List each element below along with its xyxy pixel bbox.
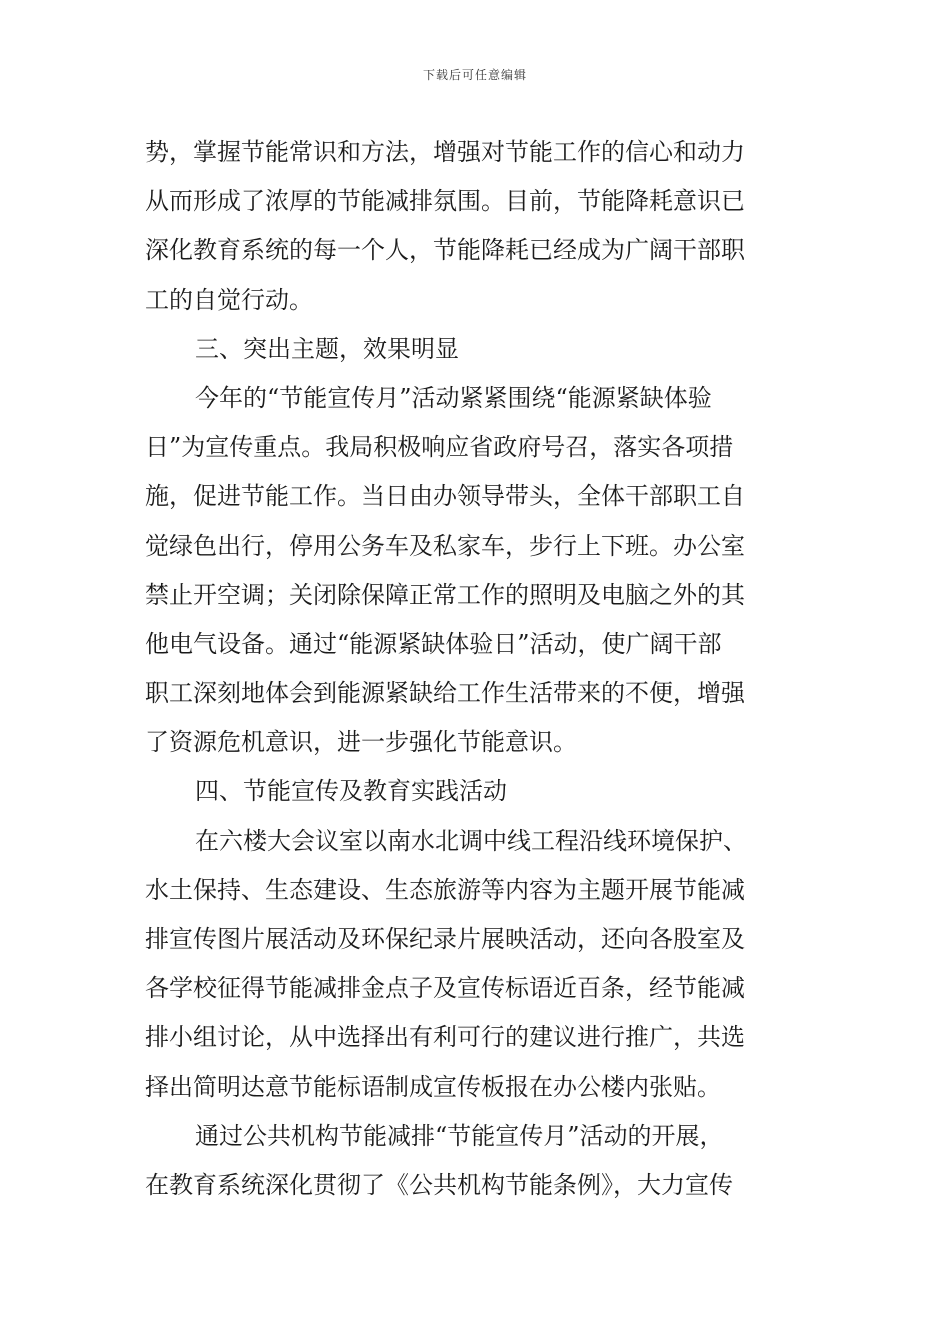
text-line: 在六楼大会议室以南水北调中线工程沿线环境保护、 xyxy=(195,826,747,855)
text-line: 日”为宣传重点。我局积极响应省政府号召，落实各项措 xyxy=(145,433,734,462)
text-line: 三、突出主题，效果明显 xyxy=(195,334,459,363)
text-line: 四、节能宣传及教育实践活动 xyxy=(195,777,507,806)
text-line: 排小组讨论，从中选择出有利可行的建议进行推广，共选 xyxy=(145,1023,745,1052)
text-line: 深化教育系统的每一个人，节能降耗已经成为广阔干部职 xyxy=(145,236,745,265)
text-line: 水土保持、生态建设、生态旅游等内容为主题开展节能减 xyxy=(145,875,745,904)
document-body xyxy=(145,128,807,1210)
text-line: 职工深刻地体会到能源紧缺给工作生活带来的不便，增强 xyxy=(145,679,745,708)
text-line: 在教育系统深化贯彻了《公共机构节能条例》，大力宣传 xyxy=(145,1170,733,1199)
text-line: 排宣传图片展活动及环保纪录片展映活动，还向各股室及 xyxy=(145,925,745,953)
text-line: 势，掌握节能常识和方法，增强对节能工作的信心和动力 xyxy=(145,138,745,166)
text-line: 禁止开空调；关闭除保障正常工作的照明及电脑之外的其 xyxy=(145,580,745,609)
text-line: 从而形成了浓厚的节能减排氛围。目前，节能降耗意识已 xyxy=(145,187,745,216)
text-line: 今年的“节能宣传月”活动紧紧围绕“能源紧缺体验 xyxy=(195,383,712,412)
text-line: 觉绿色出行，停用公务车及私家车，步行上下班。办公室 xyxy=(145,531,745,560)
text-line: 择出简明达意节能标语制成宣传板报在办公楼内张贴。 xyxy=(145,1072,721,1101)
page-header: 下载后可任意编辑 xyxy=(422,68,527,82)
text-line: 通过公共机构节能减排“节能宣传月”活动的开展， xyxy=(195,1121,724,1150)
text-line: 他电气设备。通过“能源紧缺体验日”活动，使广阔干部 xyxy=(145,629,722,658)
text-line: 工的自觉行动。 xyxy=(145,285,313,314)
text-line: 了资源危机意识，进一步强化节能意识。 xyxy=(145,728,577,757)
text-line: 各学校征得节能减排金点子及宣传标语近百条，经节能减 xyxy=(145,974,745,1003)
text-line: 施，促进节能工作。当日由办领导带头，全体干部职工自 xyxy=(145,482,745,511)
